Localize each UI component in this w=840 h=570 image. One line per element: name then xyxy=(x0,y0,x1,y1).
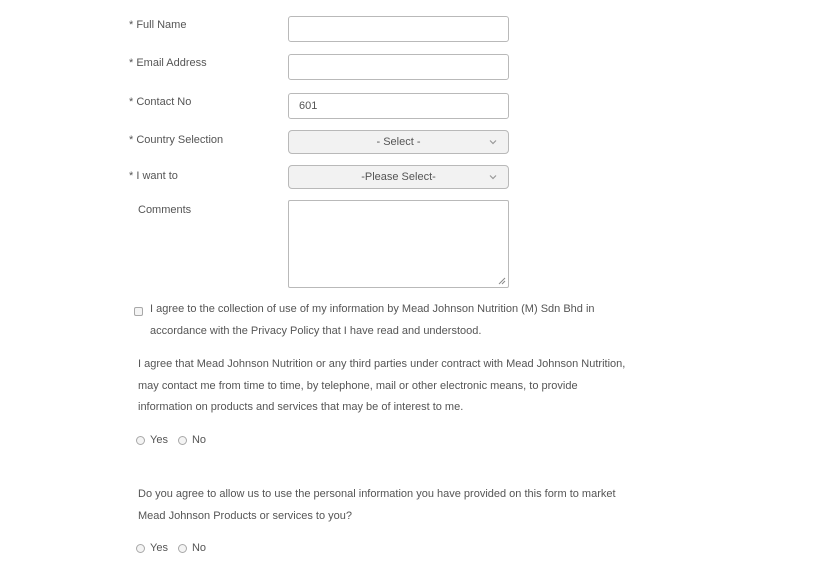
full-name-label: * Full Name xyxy=(129,19,187,31)
marketing-consent-yes-radio[interactable] xyxy=(136,544,145,553)
email-input[interactable] xyxy=(288,54,509,80)
contact-consent-line: information on products and services that may be of interest to me. xyxy=(138,401,464,413)
full-name-input[interactable] xyxy=(288,16,509,42)
privacy-consent-line: accordance with the Privacy Policy that I have read and understood. xyxy=(150,324,482,337)
country-select[interactable] xyxy=(288,130,509,154)
want-select[interactable] xyxy=(288,165,509,189)
country-select-value: - Select - xyxy=(376,136,421,148)
contact-consent-line: may contact me from time to time, by telephone, mail or other electronic means, to provide xyxy=(138,379,578,392)
resize-grip-icon[interactable] xyxy=(498,277,506,285)
contact-consent-text xyxy=(138,354,625,419)
privacy-consent-checkbox[interactable] xyxy=(134,307,143,316)
chevron-down-icon xyxy=(488,172,498,182)
country-label: * Country Selection xyxy=(129,134,224,146)
comments-label: Comments xyxy=(138,204,192,216)
marketing-consent-yes-label: Yes xyxy=(150,542,168,554)
marketing-consent-no-radio[interactable] xyxy=(178,544,187,553)
contact-consent-yes-radio[interactable] xyxy=(136,436,145,445)
contact-consent-yes-label: Yes xyxy=(150,434,168,446)
email-label: * Email Address xyxy=(129,57,207,69)
contact-label: * Contact No xyxy=(129,96,192,108)
contact-input[interactable] xyxy=(288,93,509,119)
want-label: * I want to xyxy=(129,170,178,182)
contact-consent-no-radio[interactable] xyxy=(178,436,187,445)
privacy-consent-line: I agree to the collection of use of my information by Mead Johnson Nutrition (M) Sdn Bhd in xyxy=(150,303,595,315)
want-select-value: -Please Select- xyxy=(361,171,436,183)
marketing-consent-no-label: No xyxy=(191,542,207,554)
comments-textarea[interactable] xyxy=(288,200,509,288)
contact-consent-radio-group xyxy=(136,434,216,446)
marketing-consent-radio-group xyxy=(136,542,216,554)
marketing-consent-text xyxy=(138,484,616,527)
privacy-consent-text xyxy=(150,299,595,342)
marketing-consent-line: Do you agree to allow us to use the personal information you have provided on this form to market xyxy=(138,488,616,500)
contact-consent-line: I agree that Mead Johnson Nutrition or any third parties under contract with Mead Johnson Nutrition, xyxy=(138,358,626,370)
chevron-down-icon xyxy=(488,137,498,147)
contact-consent-no-label: No xyxy=(191,434,207,446)
marketing-consent-line: Mead Johnson Products or services to you? xyxy=(138,509,353,522)
